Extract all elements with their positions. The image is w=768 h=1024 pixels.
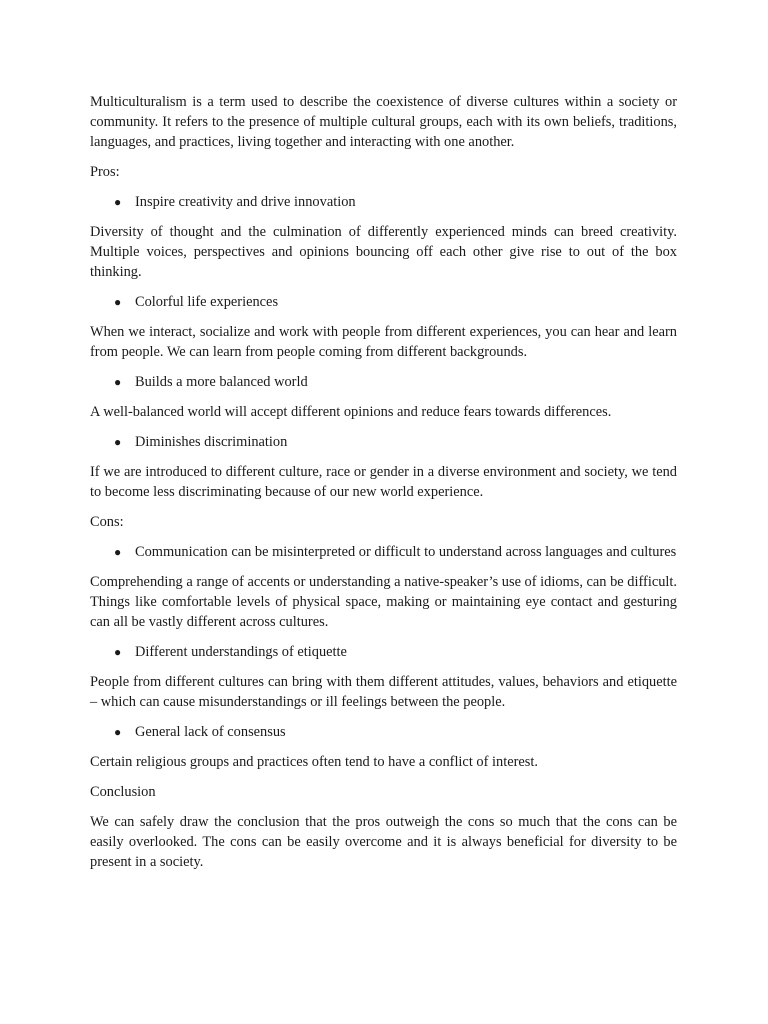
conclusion-heading: Conclusion — [90, 784, 156, 800]
document-body — [90, 92, 677, 882]
bullet-text: Diminishes discrimination — [135, 434, 288, 450]
bullet-icon: ● — [114, 725, 122, 739]
pros-bullet-list — [90, 432, 677, 452]
bullet-icon: ● — [114, 435, 122, 449]
bullet-icon: ● — [114, 545, 122, 559]
bullet-icon: ● — [114, 645, 122, 659]
conclusion-paragraph: We can safely draw the conclusion that the pros outweigh the cons so much that the cons can be easily overlooked. The cons can be easily overcome and it is always beneficial for diversity to be present in a society. — [90, 814, 677, 870]
bullet-icon: ● — [114, 295, 122, 309]
bullet-text: Communication can be misinterpreted or difficult to understand across languages and cultures — [135, 544, 677, 560]
body-paragraph: Certain religious groups and practices often tend to have a conflict of interest. — [90, 754, 538, 770]
cons-bullet-list — [90, 642, 677, 662]
body-paragraph: When we interact, socialize and work with people from different experiences, you can hear and learn from people. We can learn from people coming from different backgrounds. — [90, 324, 677, 360]
intro-paragraph: Multiculturalism is a term used to describe the coexistence of diverse cultures within a society or community. It refers to the presence of multiple cultural groups, each with its own beliefs, traditions, languages, and practices, living together and interacting with one another. — [90, 94, 677, 150]
cons-bullet-list — [90, 542, 677, 562]
pros-bullet-list — [90, 292, 677, 312]
bullet-item — [114, 372, 677, 392]
pros-heading: Pros: — [90, 164, 120, 180]
bullet-icon: ● — [114, 375, 122, 389]
bullet-text: Different understandings of etiquette — [135, 644, 347, 660]
bullet-text: Builds a more balanced world — [135, 374, 308, 390]
bullet-text: General lack of consensus — [135, 724, 286, 740]
body-paragraph: If we are introduced to different culture, race or gender in a diverse environment and society, we tend to become less discriminating because of our new world experience. — [90, 464, 677, 500]
body-paragraph: Comprehending a range of accents or understanding a native-speaker’s use of idioms, can be difficult. Things like comfortable levels of physical space, making or maintaining eye contact and gesturing can all be vastly different across cultures. — [90, 574, 677, 630]
body-paragraph: A well-balanced world will accept different opinions and reduce fears towards differences. — [90, 404, 612, 420]
body-paragraph: People from different cultures can bring with them different attitudes, values, behaviors and etiquette – which can cause misunderstandings or ill feelings between the people. — [90, 674, 677, 710]
bullet-item — [114, 192, 677, 212]
bullet-item — [114, 642, 677, 662]
bullet-item — [114, 722, 677, 742]
bullet-icon: ● — [114, 195, 122, 209]
cons-heading: Cons: — [90, 514, 124, 530]
body-paragraph: Diversity of thought and the culmination of differently experienced minds can breed creativity. Multiple voices, perspectives and opinions bouncing off each other give rise to out of the box thinking. — [90, 224, 677, 280]
bullet-item — [114, 432, 677, 452]
pros-bullet-list — [90, 372, 677, 392]
pros-bullet-list — [90, 192, 677, 212]
bullet-item — [114, 542, 677, 562]
cons-bullet-list — [90, 722, 677, 742]
bullet-text: Inspire creativity and drive innovation — [135, 194, 356, 210]
bullet-text: Colorful life experiences — [135, 294, 279, 310]
bullet-item — [114, 292, 677, 312]
